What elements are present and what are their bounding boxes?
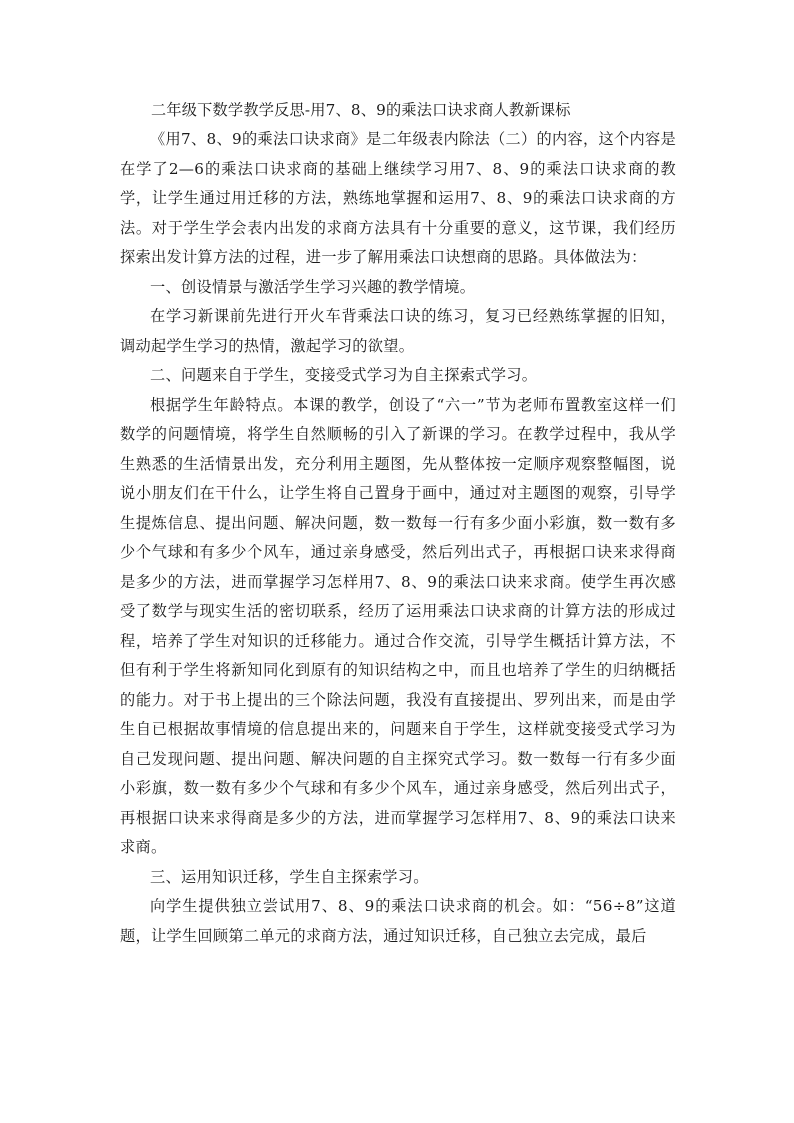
section-heading-2: 二、问题来自于学生，变接受式学习为自主探索式学习。: [150, 366, 538, 384]
section-heading-3: 三、运用知识迁移，学生自主探索学习。: [150, 867, 429, 886]
section-paragraph-3: 向学生提供独立尝试用7、8、9的乘法口诀求商的机会。如：“56÷8”这道题，让学生回顾第二单元的求商方法，通过知识迁移，自己独立去完成，最后: [120, 897, 676, 945]
intro-paragraph: 《用7、8、9的乘法口诀求商》是二年级表内除法（二）的内容，这个内容是在学了2—6的乘法口诀求商的基础上继续学习用7、8、9的乘法口诀求商的教学，让学生通过用迁移的方法，熟练地掌握和运用7、8、9的乘法口诀求商的方法。对于学生学会表内出发的求商方法具有十分重要的意义，这节课，我们经历探索出发计算方法的过程，进一步了解用乘法口诀想商的思路。具体做法为：: [120, 130, 676, 266]
document-body: [120, 96, 676, 951]
document-title: 二年级下数学教学反思-用7、8、9的乘法口诀求商人教新课标: [151, 101, 571, 119]
section-heading-1: 一、创设情景与激活学生学习兴趣的教学情境。: [150, 277, 476, 296]
section-paragraph-1: 在学习新课前先进行开火车背乘法口诀的练习，复习已经熟练掌握的旧知，调动起学生学习的热情，激起学习的欲望。: [120, 307, 676, 355]
section-paragraph-2: 根据学生年龄特点。本课的教学，创设了“六一”节为老师布置教室这样一们数学的问题情境，将学生自然顺畅的引入了新课的学习。在教学过程中，我从学生熟悉的生活情景出发，充分利用主题图，先从整体按一定顺序观察整幅图，说说小朋友们在干什么，让学生将自己置身于画中，通过对主题图的观察，引导学生提炼信息、提出问题、解决问题，数一数每一行有多少面小彩旗，数一数有多少个气球和有多少个风车，通过亲身感受，然后列出式子，再根据口诀来求得商是多少的方法，进而掌握学习怎样用7、8、9的乘法口诀来求商。使学生再次感受了数学与现实生活的密切联系，经历了运用乘法口诀求商的计算方法的形成过程，培养了学生对知识的迁移能力。通过合作交流，引导学生概括计算方法，不但有利于学生将新知同化到原有的知识结构之中，而且也培养了学生的归纳概括的能力。对于书上提出的三个除法问题，我没有直接提出、罗列出来，而是由学生自已根据故事情境的信息提出来的，问题来自于学生，这样就变接受式学习为自己发现问题、提出问题、解决问题的自主探究式学习。数一数每一行有多少面小彩旗，数一数有多少个气球和有多少个风车，通过亲身感受，然后列出式子，再根据口诀来求得商是多少的方法，进而掌握学习怎样用7、8、9的乘法口诀来求商。: [120, 395, 676, 856]
